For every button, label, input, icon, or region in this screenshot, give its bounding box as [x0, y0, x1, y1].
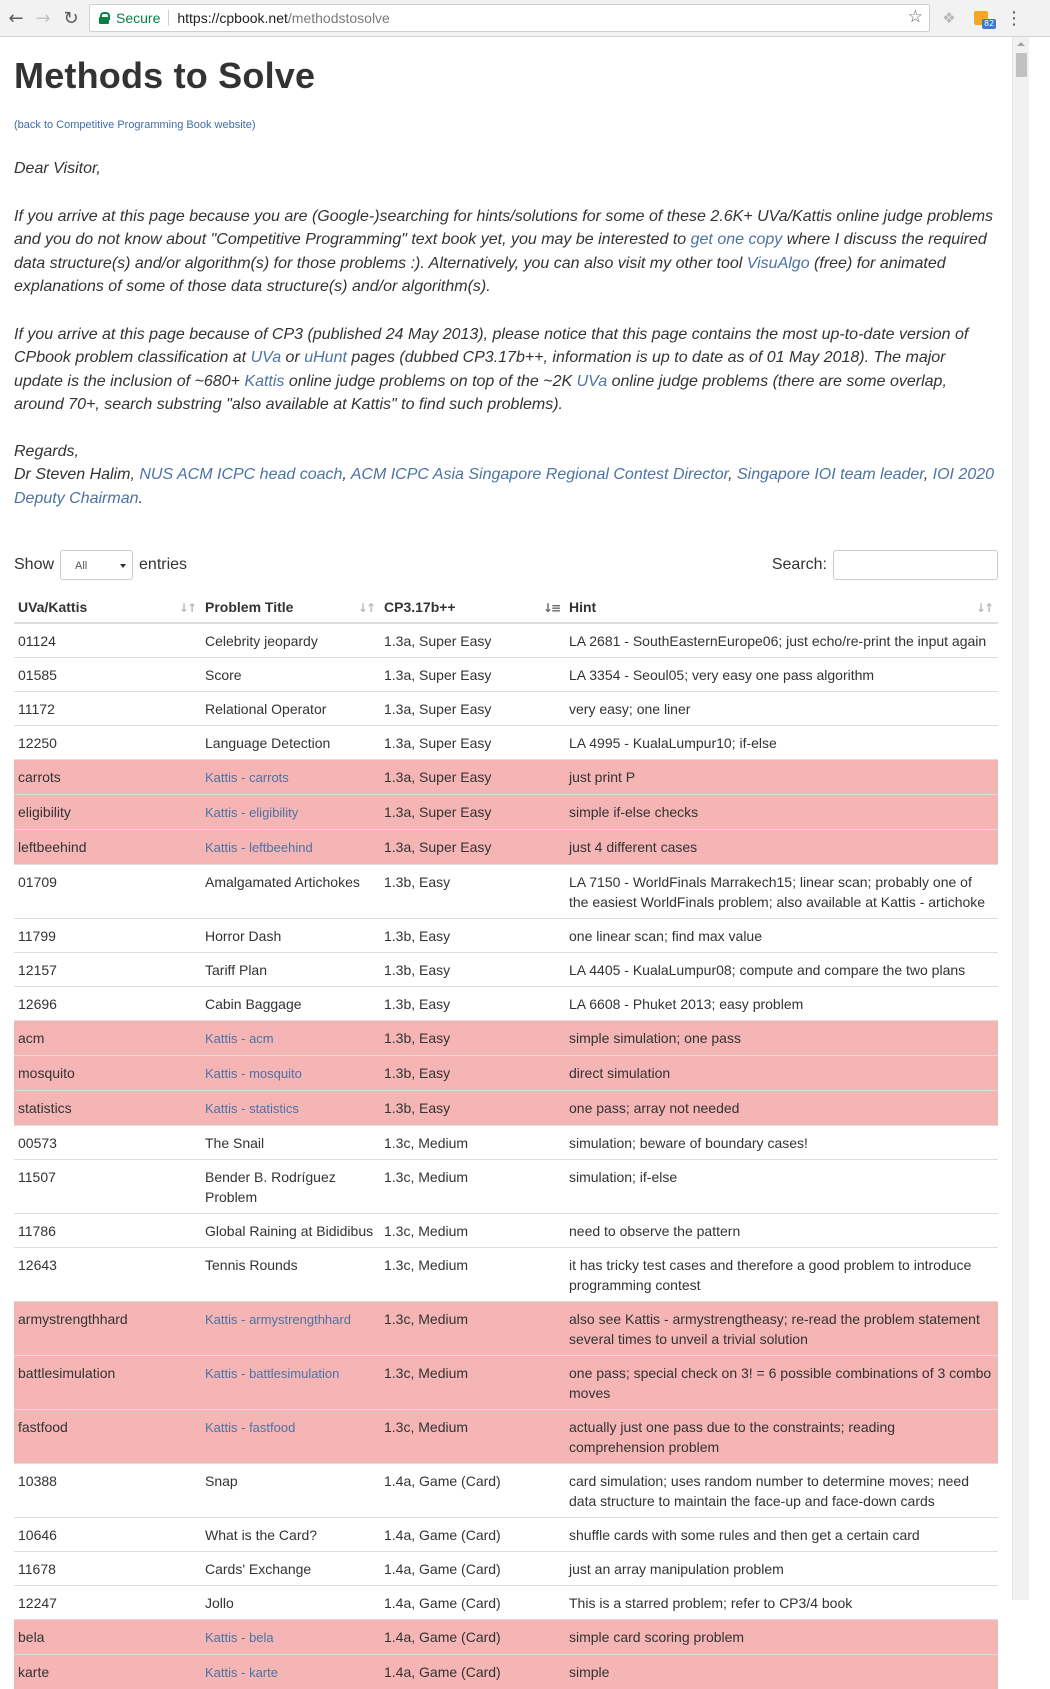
regional-director-link[interactable]: ACM ICPC Asia Singapore Regional Contest Director	[351, 466, 728, 483]
problem-title-cell: Tennis Rounds	[201, 1248, 380, 1302]
problem-title-cell: Amalgamated Artichokes	[201, 865, 380, 919]
problem-id-cell: 10646	[14, 1518, 201, 1552]
table-row	[14, 953, 998, 987]
intro-paragraph-2	[14, 323, 998, 417]
hint-cell: just 4 different cases	[565, 830, 998, 865]
table-row	[14, 1056, 998, 1091]
hint-cell: also see Kattis - armystrengtheasy; re-read the problem statement several times to unveil a trivial solution	[565, 1302, 998, 1356]
problem-id-cell: 11786	[14, 1214, 201, 1248]
hint-cell: actually just one pass due to the constraints; reading comprehension problem	[565, 1410, 998, 1464]
category-cell: 1.3a, Super Easy	[380, 830, 565, 865]
hint-cell: LA 4405 - KualaLumpur08; compute and compare the two plans	[565, 953, 998, 987]
problem-id-cell: 11678	[14, 1552, 201, 1586]
hint-cell: LA 2681 - SouthEasternEurope06; just echo/re-print the input again	[565, 623, 998, 658]
search-control	[772, 550, 998, 580]
problem-title-cell: Celebrity jeopardy	[201, 623, 380, 658]
kattis-problem-link[interactable]: Kattis - acm	[205, 1031, 274, 1046]
sig-sep-1: ,	[342, 466, 350, 483]
hint-cell: just print P	[565, 760, 998, 795]
table-row	[14, 987, 998, 1021]
browser-toolbar	[0, 0, 1050, 37]
category-cell: 1.3c, Medium	[380, 1248, 565, 1302]
hint-cell: simple simulation; one pass	[565, 1021, 998, 1056]
header-uva-kattis[interactable]	[14, 592, 201, 623]
regards-text: Regards,	[14, 443, 79, 460]
category-cell: 1.4a, Game (Card)	[380, 1518, 565, 1552]
ioi-team-leader-link[interactable]: Singapore IOI team leader	[737, 466, 924, 483]
problem-title-cell	[201, 795, 380, 830]
hint-cell: it has tricky test cases and therefore a good problem to introduce programming contest	[565, 1248, 998, 1302]
get-one-copy-link[interactable]: get one copy	[691, 231, 783, 248]
problem-title-cell	[201, 830, 380, 865]
hint-cell: direct simulation	[565, 1056, 998, 1091]
kattis-problem-link[interactable]: Kattis - armystrengthhard	[205, 1312, 351, 1327]
hint-cell: very easy; one liner	[565, 692, 998, 726]
hint-cell: simulation; if-else	[565, 1160, 998, 1214]
category-cell: 1.4a, Game (Card)	[380, 1620, 565, 1655]
problem-id-cell: battlesimulation	[14, 1356, 201, 1410]
scroll-thumb[interactable]	[1016, 53, 1027, 77]
kattis-problem-link[interactable]: Kattis - battlesimulation	[205, 1366, 339, 1381]
hint-cell: just an array manipulation problem	[565, 1552, 998, 1586]
problem-id-cell: karte	[14, 1655, 201, 1689]
p1-text-1: If you arrive at this page because you are (Google-)searching for hints/solutions for some of these 2.6K+ UVa/Kattis online judge problems and you do not know about "Competitive Programming" text book yet, you may be interested to	[14, 208, 993, 249]
category-cell: 1.4a, Game (Card)	[380, 1655, 565, 1689]
table-row	[14, 692, 998, 726]
problem-title-cell	[201, 1620, 380, 1655]
table-controls	[14, 539, 998, 579]
entries-label: entries	[139, 556, 187, 574]
problem-title-cell	[201, 1021, 380, 1056]
hint-cell: LA 3354 - Seoul05; very easy one pass algorithm	[565, 658, 998, 692]
header-label: CP3.17b++	[384, 599, 456, 615]
table-header-row	[14, 592, 998, 623]
problem-id-cell: leftbeehind	[14, 830, 201, 865]
category-cell: 1.4a, Game (Card)	[380, 1464, 565, 1518]
sig-sep-2: ,	[728, 466, 737, 483]
category-cell: 1.3b, Easy	[380, 865, 565, 919]
problem-id-cell: 10388	[14, 1464, 201, 1518]
problem-title-cell: The Snail	[201, 1126, 380, 1160]
entries-select-value: All	[75, 560, 87, 572]
table-row	[14, 1586, 998, 1620]
problem-id-cell: 11507	[14, 1160, 201, 1214]
problem-title-cell	[201, 1356, 380, 1410]
star-icon[interactable]: ☆	[908, 7, 923, 27]
problem-id-cell: 12250	[14, 726, 201, 760]
address-separator	[168, 10, 169, 26]
url-path: /methodstosolve	[288, 10, 390, 26]
page-content	[14, 37, 998, 1689]
extension-icon[interactable]: ❖	[939, 8, 959, 28]
sig-end: .	[139, 490, 143, 507]
category-cell: 1.3a, Super Easy	[380, 795, 565, 830]
problem-id-cell: 12696	[14, 987, 201, 1021]
intro-paragraph-1	[14, 205, 998, 299]
category-cell: 1.3a, Super Easy	[380, 726, 565, 760]
category-cell: 1.3b, Easy	[380, 919, 565, 953]
salutation: Dear Visitor,	[14, 157, 998, 181]
p1-text-3: (free) for animated explanations of some of those data structure(s) and/or algorithm(s).	[14, 255, 946, 296]
category-cell: 1.3c, Medium	[380, 1126, 565, 1160]
problem-title-cell	[201, 1302, 380, 1356]
scroll-up-icon[interactable]	[1017, 42, 1025, 46]
problem-id-cell: 01585	[14, 658, 201, 692]
category-cell: 1.3b, Easy	[380, 953, 565, 987]
kattis-problem-link[interactable]: Kattis - eligibility	[205, 805, 298, 820]
problem-title-cell: Tariff Plan	[201, 953, 380, 987]
search-input[interactable]	[833, 550, 998, 580]
p2-text-1: If you arrive at this page because of CP3 (published 24 May 2013), please notice that this page contains the most up-to-date version of CPbook problem classification at	[14, 326, 968, 367]
header-category[interactable]	[380, 592, 565, 623]
secure-label: Secure	[116, 10, 160, 26]
url-host: https://cpbook.net	[177, 10, 288, 26]
table-row	[14, 1356, 998, 1410]
category-cell: 1.4a, Game (Card)	[380, 1552, 565, 1586]
kattis-problem-link[interactable]: Kattis - statistics	[205, 1101, 299, 1116]
problem-id-cell: 12247	[14, 1586, 201, 1620]
hint-cell: This is a starred problem; refer to CP3/4 book	[565, 1586, 998, 1620]
kattis-problem-link[interactable]: Kattis - fastfood	[205, 1420, 295, 1435]
problem-id-cell: carrots	[14, 760, 201, 795]
extension-badge: 82	[982, 19, 996, 29]
problem-id-cell: 12643	[14, 1248, 201, 1302]
problem-id-cell: eligibility	[14, 795, 201, 830]
category-cell: 1.3b, Easy	[380, 987, 565, 1021]
problem-id-cell: bela	[14, 1620, 201, 1655]
sort-icon: ↓↑	[358, 601, 374, 615]
problem-title-cell: What is the Card?	[201, 1518, 380, 1552]
p1-text-2: where I discuss the required data structure(s) and/or algorithm(s) for those problems :). Alternatively, you can also visit my other tool	[14, 231, 987, 272]
kattis-problem-link[interactable]: Kattis - mosquito	[205, 1066, 302, 1081]
problem-title-cell: Language Detection	[201, 726, 380, 760]
uva-link[interactable]: UVa	[251, 349, 282, 366]
table-row	[14, 1126, 998, 1160]
table-row	[14, 1410, 998, 1464]
category-cell: 1.3b, Easy	[380, 1056, 565, 1091]
header-label: UVa/Kattis	[18, 599, 87, 615]
header-label: Hint	[569, 599, 596, 615]
problem-id-cell: fastfood	[14, 1410, 201, 1464]
problem-id-cell: 12157	[14, 953, 201, 987]
kattis-link[interactable]: Kattis	[244, 373, 284, 390]
table-row	[14, 1620, 998, 1655]
problem-title-cell: Global Raining at Bididibus	[201, 1214, 380, 1248]
search-label: Search:	[772, 556, 827, 574]
problem-id-cell: 00573	[14, 1126, 201, 1160]
category-cell: 1.3a, Super Easy	[380, 760, 565, 795]
problem-title-cell: Cabin Baggage	[201, 987, 380, 1021]
problem-id-cell: 01124	[14, 623, 201, 658]
reload-icon[interactable]: ↻	[59, 6, 83, 30]
table-row	[14, 1655, 998, 1689]
p2-text-5: online judge problems (there are some overlap, around 70+, search substring "also available at Kattis" to find such problems).	[14, 373, 947, 414]
hint-cell: shuffle cards with some rules and then get a certain card	[565, 1518, 998, 1552]
hint-cell: need to observe the pattern	[565, 1214, 998, 1248]
back-icon[interactable]: ←	[4, 6, 28, 30]
table-row	[14, 1518, 998, 1552]
kattis-problem-link[interactable]: Kattis - carrots	[205, 770, 289, 785]
problem-title-cell: Relational Operator	[201, 692, 380, 726]
lock-icon	[99, 12, 109, 24]
problem-title-cell: Score	[201, 658, 380, 692]
back-to-website-link[interactable]: (back to Competitive Programming Book website)	[14, 119, 998, 131]
problem-title-cell	[201, 1410, 380, 1464]
author-name: Dr Steven Halim,	[14, 466, 139, 483]
entries-control	[14, 550, 187, 580]
hint-cell: LA 7150 - WorldFinals Marrakech15; linear scan; probably one of the easiest WorldFinals problem; also available at Kattis - artichoke	[565, 865, 998, 919]
category-cell: 1.3a, Super Easy	[380, 658, 565, 692]
p2-text-4: online judge problems on top of the ~2K	[284, 373, 576, 390]
problem-id-cell: armystrengthhard	[14, 1302, 201, 1356]
table-row	[14, 1091, 998, 1126]
table-row	[14, 623, 998, 658]
table-row	[14, 795, 998, 830]
category-cell: 1.4a, Game (Card)	[380, 1586, 565, 1620]
table-row	[14, 919, 998, 953]
problem-title-cell: Jollo	[201, 1586, 380, 1620]
p2-text-2: or	[281, 349, 304, 366]
table-row	[14, 658, 998, 692]
problem-id-cell: 11799	[14, 919, 201, 953]
page-scrollbar[interactable]	[1012, 37, 1029, 1600]
hint-cell: LA 4995 - KualaLumpur10; if-else	[565, 726, 998, 760]
table-row	[14, 1302, 998, 1356]
category-cell: 1.3c, Medium	[380, 1214, 565, 1248]
table-row	[14, 1160, 998, 1214]
hint-cell: one pass; array not needed	[565, 1091, 998, 1126]
problem-id-cell: statistics	[14, 1091, 201, 1126]
table-row	[14, 830, 998, 865]
category-cell: 1.3a, Super Easy	[380, 623, 565, 658]
hint-cell: LA 6608 - Phuket 2013; easy problem	[565, 987, 998, 1021]
show-label: Show	[14, 556, 54, 574]
p2-text-3: pages (dubbed CP3.17b++, information is up to date as of 01 May 2018). The major update is the inclusion of ~680+	[14, 349, 946, 390]
category-cell: 1.3c, Medium	[380, 1410, 565, 1464]
table-row	[14, 726, 998, 760]
category-cell: 1.3b, Easy	[380, 1091, 565, 1126]
signature	[14, 440, 998, 511]
problem-title-cell	[201, 760, 380, 795]
problem-title-cell: Horror Dash	[201, 919, 380, 953]
problem-title-cell	[201, 1655, 380, 1689]
sort-icon: ↓↑	[976, 601, 992, 615]
kattis-problem-link[interactable]: Kattis - bela	[205, 1630, 274, 1645]
hint-cell: simple if-else checks	[565, 795, 998, 830]
problems-table	[14, 592, 998, 1689]
kattis-problem-link[interactable]: Kattis - leftbeehind	[205, 840, 313, 855]
visualgo-link[interactable]: VisuAlgo	[747, 255, 810, 272]
problem-title-cell: Cards' Exchange	[201, 1552, 380, 1586]
problem-id-cell: 11172	[14, 692, 201, 726]
address-bar[interactable]	[89, 4, 930, 32]
kattis-problem-link[interactable]: Kattis - karte	[205, 1665, 278, 1680]
hint-cell: one linear scan; find max value	[565, 919, 998, 953]
table-row	[14, 1214, 998, 1248]
sort-icon: ↓↑	[179, 601, 195, 615]
menu-icon[interactable]: ⋮	[1004, 8, 1024, 28]
category-cell: 1.3c, Medium	[380, 1356, 565, 1410]
category-cell: 1.3a, Super Easy	[380, 692, 565, 726]
entries-select[interactable]	[60, 550, 133, 580]
problem-id-cell: mosquito	[14, 1056, 201, 1091]
table-row	[14, 1464, 998, 1518]
hint-cell: card simulation; uses random number to determine moves; need data structure to maintain the face-up and face-down cards	[565, 1464, 998, 1518]
category-cell: 1.3c, Medium	[380, 1302, 565, 1356]
problem-title-cell	[201, 1091, 380, 1126]
uva-link-2[interactable]: UVa	[577, 373, 608, 390]
uhunt-link[interactable]: uHunt	[304, 349, 347, 366]
nus-coach-link[interactable]: NUS ACM ICPC head coach	[139, 466, 342, 483]
sig-sep-3: ,	[924, 466, 933, 483]
hint-cell: one pass; special check on 3! = 6 possible combinations of 3 combo moves	[565, 1356, 998, 1410]
table-row	[14, 1552, 998, 1586]
header-hint[interactable]	[565, 592, 998, 623]
hint-cell: simulation; beware of boundary cases!	[565, 1126, 998, 1160]
problem-id-cell: 01709	[14, 865, 201, 919]
problem-title-cell: Bender B. Rodríguez Problem	[201, 1160, 380, 1214]
header-problem-title[interactable]	[201, 592, 380, 623]
page-title: Methods to Solve	[14, 55, 998, 97]
hint-cell: simple	[565, 1655, 998, 1689]
rss-icon[interactable]	[971, 8, 991, 28]
table-row	[14, 1021, 998, 1056]
problem-id-cell: acm	[14, 1021, 201, 1056]
header-label: Problem Title	[205, 599, 293, 615]
problem-title-cell: Snap	[201, 1464, 380, 1518]
sort-ascending-icon: ↓≡	[543, 601, 559, 615]
table-row	[14, 760, 998, 795]
table-row	[14, 865, 998, 919]
category-cell: 1.3b, Easy	[380, 1021, 565, 1056]
forward-icon[interactable]: →	[31, 6, 55, 30]
table-row	[14, 1248, 998, 1302]
category-cell: 1.3c, Medium	[380, 1160, 565, 1214]
hint-cell: simple card scoring problem	[565, 1620, 998, 1655]
problem-title-cell	[201, 1056, 380, 1091]
ioi-chairman-link[interactable]: IOI 2020 Deputy Chairman	[14, 466, 994, 507]
